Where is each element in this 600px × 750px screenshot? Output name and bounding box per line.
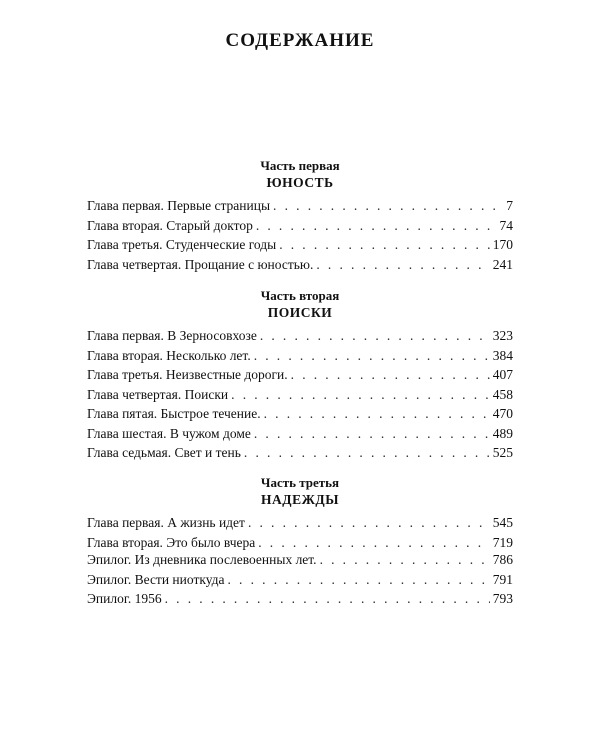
dot-leader bbox=[244, 443, 490, 463]
toc-row[interactable] bbox=[87, 346, 513, 366]
part-section bbox=[87, 288, 513, 463]
chapter-title: Глава вторая. Старый доктор bbox=[87, 217, 253, 233]
page-number: 793 bbox=[492, 591, 513, 606]
page-number: 489 bbox=[492, 425, 513, 441]
page-number: 525 bbox=[492, 445, 513, 460]
part-label: Часть первая bbox=[260, 158, 340, 173]
dot-leader bbox=[231, 385, 490, 405]
toc-row[interactable] bbox=[87, 424, 513, 444]
page-number: 458 bbox=[492, 386, 513, 402]
toc-row[interactable] bbox=[87, 365, 513, 385]
chapter-title: Глава первая. В Зерносовхозе bbox=[87, 328, 257, 343]
dot-leader bbox=[279, 235, 490, 255]
epilogue-title: Эпилог. Вести ниоткуда bbox=[87, 571, 225, 587]
part-label: Часть вторая bbox=[260, 288, 340, 303]
toc-row[interactable] bbox=[87, 255, 513, 275]
page-number: 786 bbox=[492, 552, 513, 567]
toc-row[interactable] bbox=[87, 550, 513, 570]
page-number: 791 bbox=[492, 571, 513, 587]
epilogue-list bbox=[87, 550, 513, 609]
chapter-title: Глава четвертая. Поиски bbox=[87, 386, 229, 402]
toc-row[interactable] bbox=[87, 326, 513, 346]
toc-row[interactable] bbox=[87, 235, 513, 255]
page-number: 7 bbox=[506, 198, 513, 213]
dot-leader bbox=[256, 216, 497, 236]
chapter-title: Глава шестая. В чужом доме bbox=[87, 425, 251, 441]
page-title: СОДЕРЖАНИЕ bbox=[225, 30, 375, 51]
dot-leader bbox=[228, 570, 490, 590]
part-name: ЮНОСТЬ bbox=[266, 175, 334, 190]
epilogue-title: Эпилог. 1956 bbox=[87, 591, 162, 606]
dot-leader bbox=[316, 255, 489, 275]
part-section bbox=[87, 158, 513, 274]
dot-leader bbox=[291, 365, 490, 385]
part-section bbox=[87, 475, 513, 552]
toc-row[interactable] bbox=[87, 443, 513, 463]
dot-leader bbox=[165, 589, 490, 609]
part-name: НАДЕЖДЫ bbox=[261, 492, 339, 507]
toc-row[interactable] bbox=[87, 570, 513, 590]
toc-row[interactable] bbox=[87, 513, 513, 533]
dot-leader bbox=[248, 513, 490, 533]
epilogue-title: Эпилог. Из дневника послевоенных лет. bbox=[87, 552, 317, 567]
dot-leader bbox=[260, 326, 490, 346]
toc-row[interactable] bbox=[87, 196, 513, 216]
chapter-title: Глава первая. А жизнь идет bbox=[87, 515, 245, 530]
toc-row[interactable] bbox=[87, 216, 513, 236]
dot-leader bbox=[254, 346, 490, 366]
part-label: Часть третья bbox=[260, 475, 340, 490]
chapter-title: Глава вторая. Несколько лет. bbox=[87, 347, 251, 363]
chapter-title: Глава третья. Неизвестные дороги. bbox=[87, 367, 288, 382]
toc-row[interactable] bbox=[87, 385, 513, 405]
part-name: ПОИСКИ bbox=[267, 305, 333, 320]
page-number: 407 bbox=[492, 367, 513, 382]
toc-row[interactable] bbox=[87, 589, 513, 609]
page-number: 545 bbox=[492, 515, 513, 530]
page-number: 323 bbox=[492, 328, 513, 343]
page-number: 384 bbox=[492, 347, 513, 363]
page-number: 470 bbox=[492, 406, 513, 421]
page-number: 241 bbox=[492, 256, 513, 272]
chapter-title: Глава первая. Первые страницы bbox=[87, 198, 271, 213]
page-number: 74 bbox=[499, 217, 513, 233]
dot-leader bbox=[320, 550, 490, 570]
dot-leader bbox=[273, 196, 503, 216]
chapter-title: Глава третья. Студенческие годы bbox=[87, 237, 277, 252]
page-number: 719 bbox=[492, 534, 513, 550]
chapter-title: Глава седьмая. Свет и тень bbox=[87, 445, 241, 460]
dot-leader bbox=[264, 404, 490, 424]
toc-row[interactable] bbox=[87, 404, 513, 424]
dot-leader bbox=[254, 424, 490, 444]
chapter-title: Глава пятая. Быстрое течение. bbox=[87, 406, 261, 421]
chapter-title: Глава вторая. Это было вчера bbox=[87, 534, 256, 550]
chapter-title: Глава четвертая. Прощание с юностью. bbox=[87, 256, 314, 272]
page-number: 170 bbox=[492, 237, 513, 252]
